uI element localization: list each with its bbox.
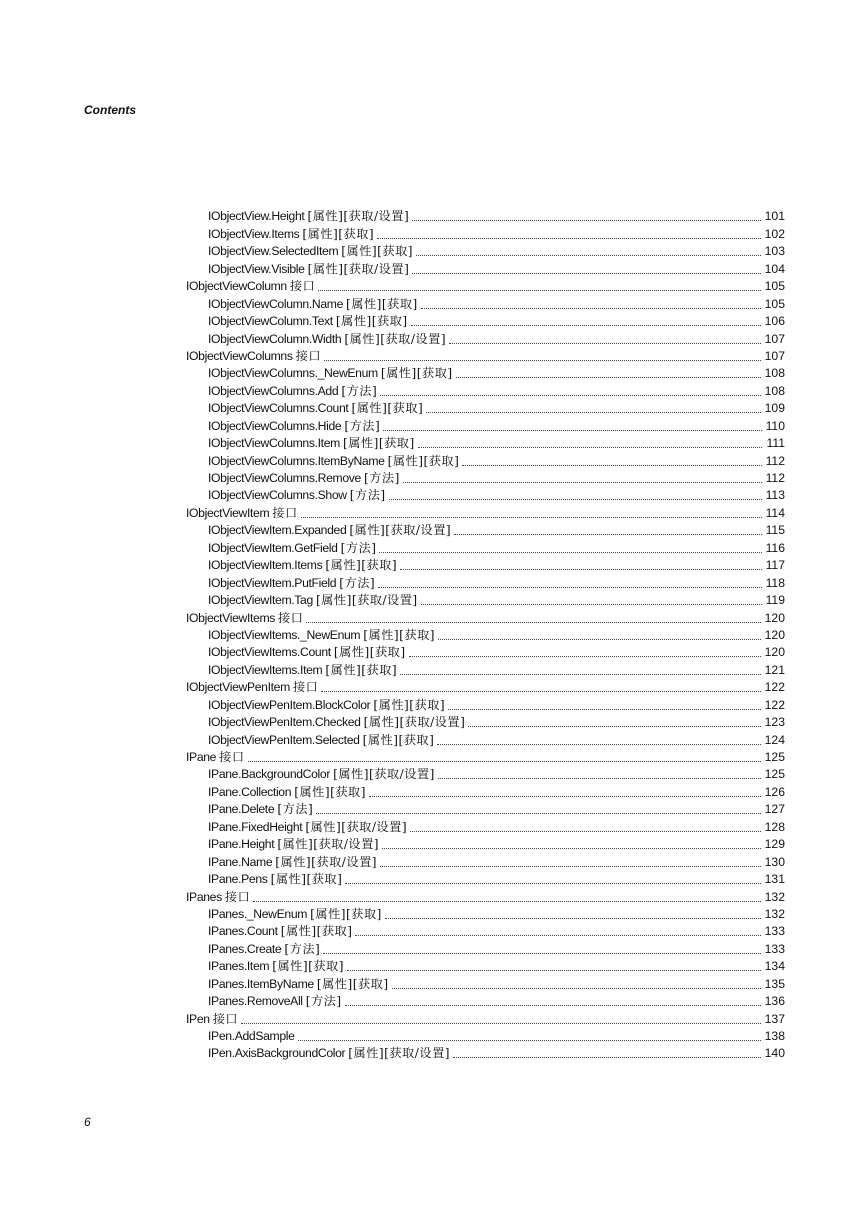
toc-entry-page: 125 [764, 750, 785, 764]
dot-leader [454, 534, 761, 535]
toc-entry[interactable] [186, 643, 785, 660]
toc-entry-page: 135 [764, 976, 785, 991]
toc-entry-page: 125 [764, 767, 785, 782]
toc-entry[interactable] [186, 242, 785, 259]
toc-entry-page: 112 [765, 471, 785, 485]
toc-entry[interactable] [186, 922, 785, 939]
toc-entry-page: 103 [764, 244, 785, 259]
dot-leader [306, 622, 760, 623]
toc-entry[interactable] [186, 399, 785, 416]
toc-entry-title: IObjectViewItem.Items [属性][获取] [208, 558, 398, 573]
toc-entry-title: IPen.AxisBackgroundColor [属性][获取/设置] [208, 1046, 451, 1061]
toc-entry[interactable] [186, 294, 785, 311]
toc-entry-title: IPanes.Count [属性][获取] [208, 924, 353, 939]
table-of-contents [186, 207, 785, 1061]
running-header: Contents [84, 103, 136, 117]
toc-entry-page: 112 [765, 453, 785, 468]
toc-entry-title: IObjectViewPenItem.Checked [属性][获取/设置] [208, 715, 466, 730]
toc-entry-title: IPanes._NewEnum [属性][获取] [208, 906, 382, 921]
dot-leader [345, 1005, 761, 1006]
toc-entry-title: IObjectViewColumns.ItemByName [属性][获取] [208, 453, 460, 468]
dot-leader [400, 674, 760, 675]
toc-entry-title: IObjectView.Items [属性][获取] [208, 226, 375, 241]
toc-entry-title: IPane.Height [属性][获取/设置] [208, 837, 380, 852]
dot-leader [380, 395, 760, 396]
toc-entry-title: IObjectViewColumns.Add [方法] [208, 383, 378, 398]
dot-leader [416, 255, 761, 256]
toc-entry-title: IObjectViewItems.Item [属性][获取] [208, 662, 398, 677]
toc-entry[interactable] [186, 870, 785, 887]
dot-leader [377, 238, 760, 239]
dot-leader [438, 778, 761, 779]
toc-entry-page: 119 [765, 593, 785, 608]
dot-leader [345, 883, 760, 884]
toc-entry-title: IPanes.Create [方法] [208, 941, 321, 956]
toc-entry-page: 111 [766, 436, 785, 451]
toc-entry-title: IObjectViewItems 接口 [186, 610, 304, 625]
toc-entry[interactable] [186, 713, 785, 730]
toc-entry[interactable] [186, 573, 785, 590]
toc-entry[interactable] [186, 224, 785, 241]
toc-entry-title: IPanes.RemoveAll [方法] [208, 994, 342, 1009]
dot-leader [421, 308, 761, 309]
toc-section-entry[interactable] [186, 608, 785, 625]
toc-entry[interactable] [186, 451, 785, 468]
toc-entry-title: IObjectViewColumn.Text [属性][获取] [208, 314, 408, 329]
toc-entry-title: IObjectViewItem.GetField [方法] [208, 540, 377, 555]
dot-leader [385, 918, 761, 919]
toc-entry-page: 131 [764, 872, 785, 887]
toc-entry-page: 109 [764, 401, 785, 416]
toc-entry-page: 115 [765, 523, 785, 538]
toc-entry-page: 128 [764, 819, 785, 834]
toc-entry-title: IObjectViewColumn.Name [属性][获取] [208, 296, 418, 311]
toc-entry[interactable] [186, 957, 785, 974]
dot-leader [324, 360, 761, 361]
dot-leader [421, 604, 762, 605]
dot-leader [318, 290, 760, 291]
dot-leader [448, 709, 760, 710]
dot-leader [382, 848, 761, 849]
toc-entry-title: IObjectViewItem.PutField [方法] [208, 575, 376, 590]
toc-entry-page: 129 [764, 837, 785, 852]
toc-entry-title: IObjectViewColumns.Remove [方法] [208, 471, 400, 485]
toc-entry-page: 121 [764, 662, 785, 677]
toc-entry-page: 105 [764, 279, 785, 294]
dot-leader [241, 1023, 761, 1024]
page-number: 6 [84, 1115, 91, 1129]
toc-entry-page: 123 [764, 715, 785, 730]
toc-entry-page: 132 [764, 889, 785, 904]
toc-entry[interactable] [186, 329, 785, 346]
dot-leader [380, 866, 761, 867]
toc-entry-title: IObjectViewColumns.Count [属性][获取] [208, 401, 424, 416]
dot-leader [412, 273, 760, 274]
toc-entry-page: 108 [764, 366, 785, 381]
toc-entry-page: 113 [765, 488, 785, 503]
toc-entry-page: 140 [764, 1046, 785, 1061]
toc-entry-title: IObjectViewColumns.Item [属性][获取] [208, 436, 415, 451]
toc-entry-page: 108 [764, 383, 785, 398]
toc-entry-page: 117 [765, 558, 785, 573]
dot-leader [449, 343, 761, 344]
toc-entry-page: 105 [764, 296, 785, 311]
toc-entry-title: IObjectViewItem.Tag [属性][获取/设置] [208, 593, 418, 608]
toc-section-entry[interactable] [186, 1009, 785, 1026]
dot-leader [378, 587, 761, 588]
toc-section-entry[interactable] [186, 347, 785, 364]
toc-entry-title: IObjectViewColumn.Width [属性][获取/设置] [208, 331, 447, 346]
dot-leader [379, 552, 761, 553]
toc-entry-page: 124 [764, 732, 785, 747]
toc-entry-title: IObjectViewColumns.Hide [方法] [208, 418, 381, 433]
toc-entry-page: 101 [764, 209, 785, 224]
toc-entry-title: IPane.FixedHeight [属性][获取/设置] [208, 819, 408, 834]
toc-entry-title: IPen.AddSample [208, 1029, 295, 1043]
toc-entry-title: IObjectViewItem 接口 [186, 505, 298, 520]
toc-entry-title: IObjectViewItem.Expanded [属性][获取/设置] [208, 523, 452, 538]
toc-section-entry[interactable] [186, 678, 785, 695]
toc-entry[interactable] [186, 469, 785, 486]
toc-entry[interactable] [186, 817, 785, 834]
toc-entry-title: IObjectViewColumns._NewEnum [属性][获取] [208, 366, 453, 381]
toc-entry-page: 118 [765, 575, 785, 590]
toc-entry[interactable] [186, 992, 785, 1009]
toc-entry-title: IPanes.Item [属性][获取] [208, 959, 344, 974]
toc-entry-title: IObjectViewPenItem.BlockColor [属性][获取] [208, 697, 446, 712]
toc-entry-page: 120 [764, 610, 785, 625]
dot-leader [403, 482, 762, 483]
toc-section-entry[interactable] [186, 503, 785, 520]
toc-entry[interactable] [186, 765, 785, 782]
toc-entry-page: 136 [764, 994, 785, 1009]
dot-leader [411, 325, 761, 326]
toc-entry-page: 132 [764, 906, 785, 921]
toc-entry[interactable] [186, 730, 785, 747]
toc-entry-title: IPanes.ItemByName [属性][获取] [208, 976, 389, 991]
toc-entry-page: 120 [764, 645, 785, 660]
toc-entry-title: IPane.BackgroundColor [属性][获取/设置] [208, 767, 435, 782]
toc-entry-page: 126 [764, 784, 785, 799]
toc-entry[interactable] [186, 591, 785, 608]
dot-leader [389, 499, 762, 500]
dot-leader [316, 813, 760, 814]
dot-leader [298, 1040, 761, 1041]
toc-entry-title: IPen 接口 [186, 1011, 239, 1026]
dot-leader [456, 377, 761, 378]
dot-leader [400, 569, 761, 570]
toc-entry-title: IObjectViewColumns.Show [方法] [208, 488, 386, 503]
toc-entry-page: 104 [764, 261, 785, 276]
toc-entry-page: 107 [764, 331, 785, 346]
toc-entry-title: IPane.Pens [属性][获取] [208, 872, 343, 887]
dot-leader [321, 691, 760, 692]
toc-entry-title: IObjectViewColumn 接口 [186, 279, 316, 294]
dot-leader [392, 988, 761, 989]
toc-entry[interactable] [186, 626, 785, 643]
toc-entry[interactable] [186, 521, 785, 538]
toc-entry-title: IObjectView.Height [属性][获取/设置] [208, 209, 410, 224]
toc-entry-page: 122 [764, 680, 785, 695]
toc-entry-page: 133 [764, 924, 785, 939]
toc-entry-title: IPanes 接口 [186, 889, 251, 904]
toc-section-entry[interactable] [186, 277, 785, 294]
toc-entry-page: 122 [764, 697, 785, 712]
toc-entry[interactable] [186, 939, 785, 956]
toc-entry-page: 120 [764, 627, 785, 642]
toc-entry[interactable] [186, 486, 785, 503]
toc-entry-title: IPane.Delete [方法] [208, 802, 314, 817]
toc-entry-page: 134 [764, 959, 785, 974]
toc-section-entry[interactable] [186, 887, 785, 904]
toc-entry-page: 130 [764, 854, 785, 869]
dot-leader [438, 639, 761, 640]
toc-entry-title: IObjectViewColumns 接口 [186, 348, 322, 363]
toc-entry-title: IObjectViewPenItem.Selected [属性][获取] [208, 732, 435, 747]
dot-leader [453, 1057, 761, 1058]
toc-entry-page: 127 [764, 802, 785, 817]
toc-entry[interactable] [186, 207, 785, 224]
toc-entry[interactable] [186, 782, 785, 799]
toc-entry-page: 116 [765, 540, 785, 555]
toc-entry[interactable] [186, 312, 785, 329]
toc-entry-page: 110 [765, 418, 785, 433]
toc-entry[interactable] [186, 695, 785, 712]
toc-entry-page: 138 [764, 1029, 785, 1043]
toc-entry[interactable] [186, 660, 785, 677]
toc-entry-page: 137 [764, 1011, 785, 1026]
toc-entry-title: IPane.Name [属性][获取/设置] [208, 854, 378, 869]
dot-leader [369, 796, 761, 797]
dot-leader [437, 744, 760, 745]
dot-leader [410, 831, 761, 832]
toc-entry[interactable] [186, 974, 785, 991]
toc-entry-page: 107 [764, 348, 785, 363]
dot-leader [409, 656, 761, 657]
toc-entry-page: 114 [765, 505, 785, 520]
toc-entry-page: 102 [764, 226, 785, 241]
toc-entry-page: 133 [764, 941, 785, 956]
toc-entry-title: IPane.Collection [属性][获取] [208, 784, 366, 799]
toc-entry-title: IObjectViewItems._NewEnum [属性][获取] [208, 627, 436, 642]
dot-leader [323, 953, 760, 954]
toc-entry[interactable] [186, 381, 785, 398]
toc-entry[interactable] [186, 905, 785, 922]
toc-entry-title: IObjectView.SelectedItem [属性][获取] [208, 244, 414, 259]
toc-entry[interactable] [186, 434, 785, 451]
toc-entry-page: 106 [764, 314, 785, 329]
toc-entry-title: IPane 接口 [186, 750, 245, 764]
toc-section-entry[interactable] [186, 748, 785, 765]
toc-entry[interactable] [186, 259, 785, 276]
dot-leader [248, 761, 761, 762]
dot-leader [412, 220, 760, 221]
toc-entry[interactable] [186, 538, 785, 555]
toc-entry[interactable] [186, 416, 785, 433]
dot-leader [347, 970, 761, 971]
toc-entry-title: IObjectViewItems.Count [属性][获取] [208, 645, 406, 660]
dot-leader [355, 935, 760, 936]
dot-leader [418, 447, 763, 448]
toc-entry[interactable] [186, 852, 785, 869]
dot-leader [462, 465, 761, 466]
toc-entry-title: IObjectView.Visible [属性][获取/设置] [208, 261, 410, 276]
toc-entry[interactable] [186, 1044, 785, 1061]
toc-entry[interactable] [186, 835, 785, 852]
toc-entry[interactable] [186, 364, 785, 381]
toc-entry[interactable] [186, 556, 785, 573]
toc-entry[interactable] [186, 800, 785, 817]
dot-leader [383, 430, 761, 431]
toc-entry-title: IObjectViewPenItem 接口 [186, 680, 319, 695]
dot-leader [468, 726, 760, 727]
dot-leader [426, 412, 760, 413]
dot-leader [301, 517, 762, 518]
toc-entry[interactable] [186, 1027, 785, 1044]
dot-leader [253, 901, 760, 902]
